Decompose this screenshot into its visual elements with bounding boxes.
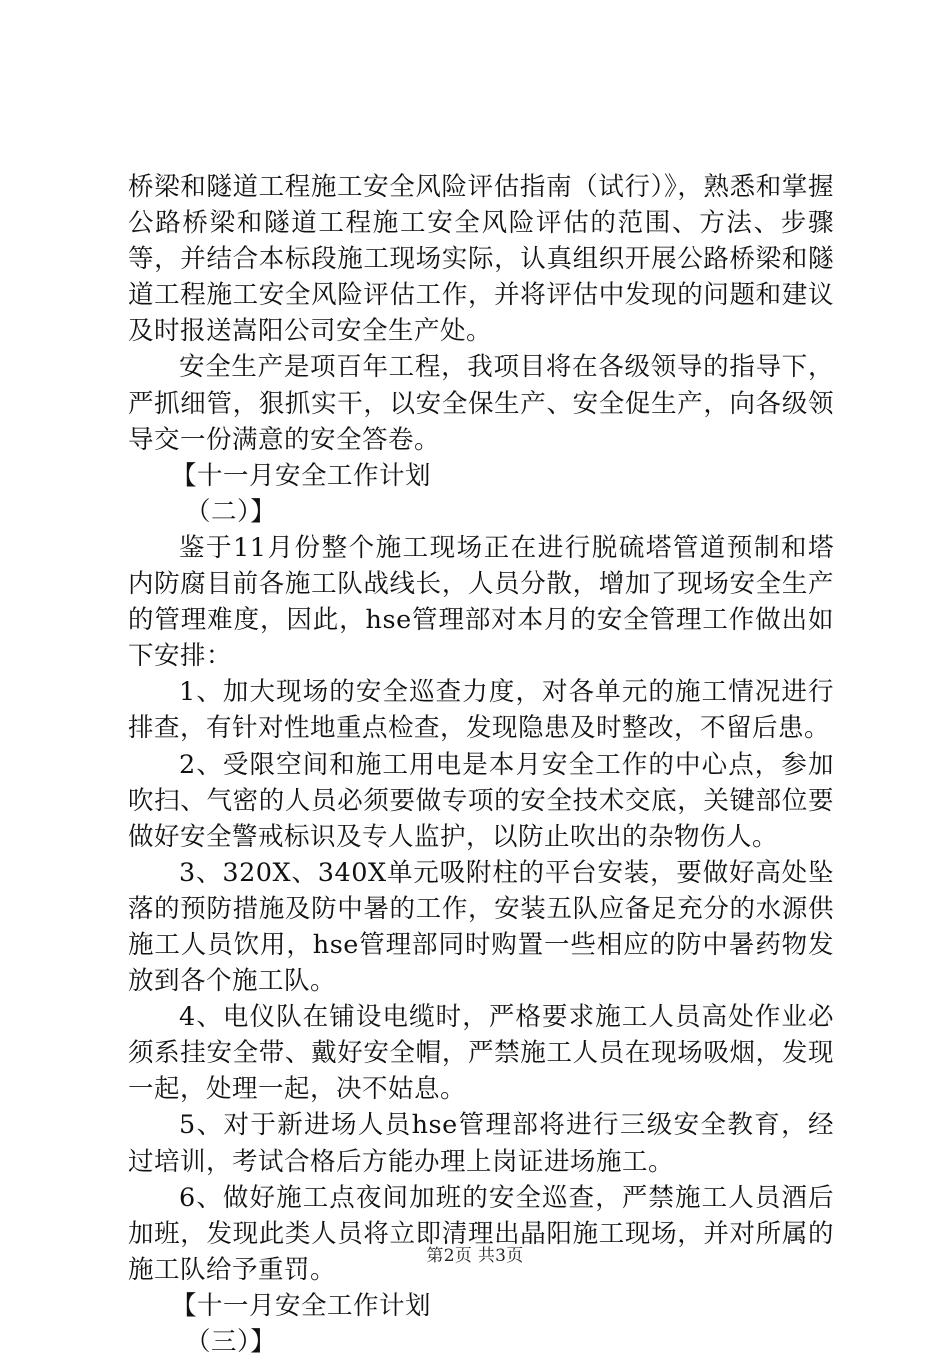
paragraph-safety-commitment: 安全生产是项百年工程，我项目将在各级领导的指导下，严抓细管，狠抓实干，以安全保生产、安全促生产，向各级领导交一份满意的安全答卷。 xyxy=(128,352,834,455)
list-item-6: 6、做好施工点夜间加班的安全巡查，严禁施工人员酒后加班，发现此类人员将立即清理出晶阳施工现场，并对所属的施工队给予重罚。 xyxy=(128,1182,834,1285)
list-item-3: 3、320X、340X单元吸附柱的平台安装，要做好高处坠落的预防措施及防中暑的工作，安装五队应备足充分的水源供施工人员饮用，hse管理部同时购置一些相应的防中暑药物发放到各个施工队。 xyxy=(128,857,834,997)
list-item-1: 1、加大现场的安全巡查力度，对各单元的施工情况进行排查，有针对性地重点检查，发现隐患及时整改，不留后患。 xyxy=(128,677,834,744)
list-item-5: 5、对于新进场人员hse管理部将进行三级安全教育，经过培训，考试合格后方能办理上岗证进场施工。 xyxy=(128,1110,834,1177)
page-number-label: 第2页 共3页 xyxy=(426,1246,524,1266)
section-heading-2-number: （二）】 xyxy=(185,496,277,527)
list-item-2: 2、受限空间和施工用电是本月安全工作的中心点，参加吹扫、气密的人员必须要做专项的安全技术交底，关键部位要做好安全警戒标识及专人监护，以防止吹出的杂物伤人。 xyxy=(128,749,834,852)
section-heading-2-title: 【十一月安全工作计划 xyxy=(171,460,432,491)
paragraph-section2-intro: 鉴于11月份整个施工现场正在进行脱硫塔管道预制和塔内防腐目前各施工队战线长，人员分散，增加了现场安全生产的管理难度，因此，hse管理部对本月的安全管理工作做出如下安排： xyxy=(128,532,834,672)
paragraph-intro-continued: 桥梁和隧道工程施工安全风险评估指南（试行）》，熟悉和掌握公路桥梁和隧道工程施工安全风险评估的范围、方法、步骤等，并结合本标段施工现场实际，认真组织开展公路桥梁和隧道工程施工安全风险评估工作，并将评估中发现的问题和建议及时报送嵩阳公司安全生产处。 xyxy=(128,172,834,347)
section-heading-3-number: （三）】 xyxy=(185,1327,277,1357)
section-heading-3-title: 【十一月安全工作计划 xyxy=(171,1290,432,1321)
page-footer xyxy=(0,1245,950,1267)
list-item-4: 4、电仪队在铺设电缆时，严格要求施工人员高处作业必须系挂安全带、戴好安全帽，严禁施工人员在现场吸烟，发现一起，处理一起，决不姑息。 xyxy=(128,1002,834,1105)
document-body xyxy=(128,169,834,1360)
